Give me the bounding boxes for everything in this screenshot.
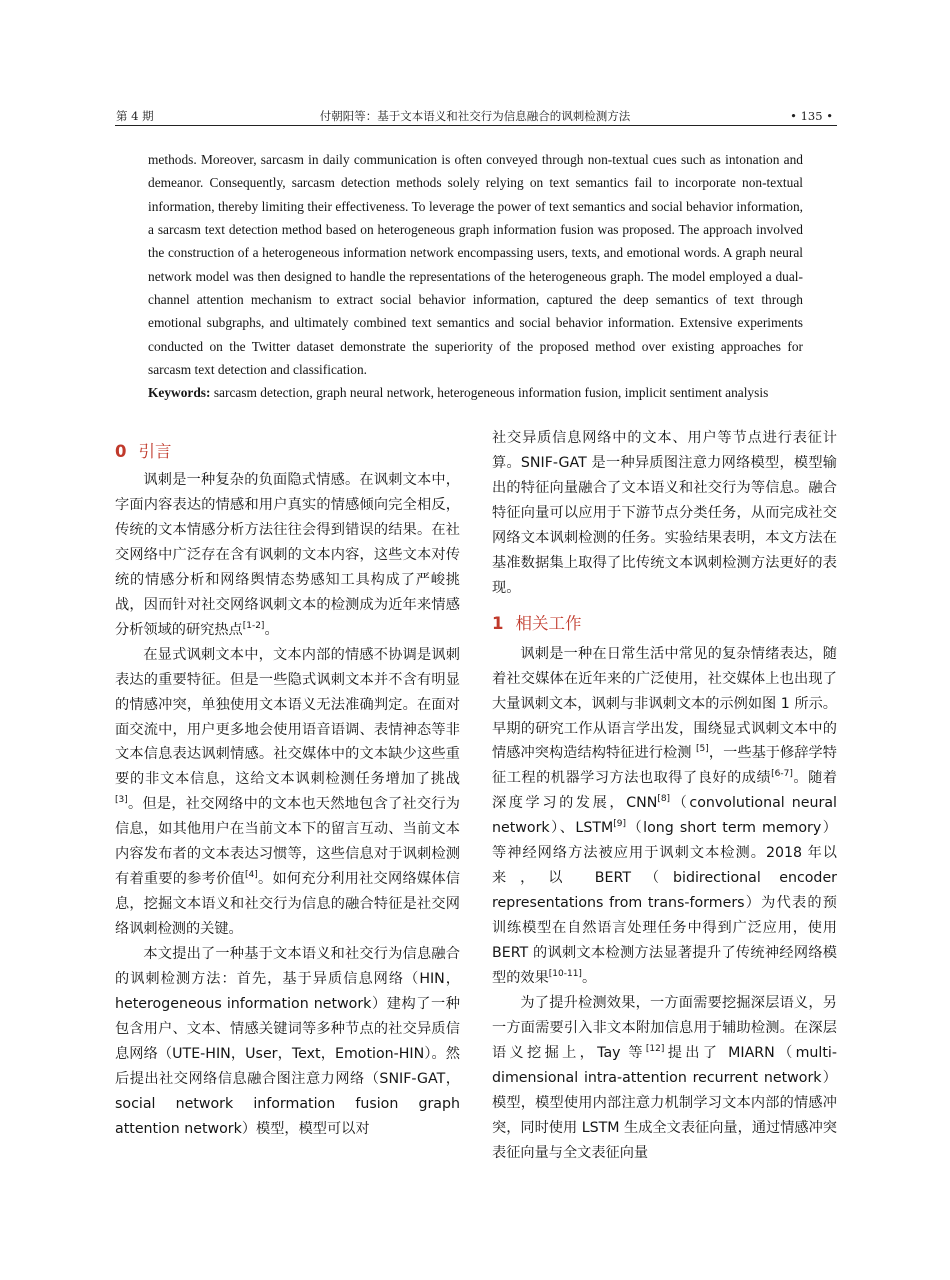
keywords-list: sarcasm detection, graph neural network, heterogeneous information fusion, implicit sentiment analysis [210,385,769,401]
section-heading-introduction [115,438,460,466]
abstract-block [148,148,803,405]
citation: [1-2] [242,620,265,631]
section-title: 相关工作 [515,613,582,633]
paragraph: 讽刺是一种复杂的负面隐式情感。在讽刺文本中，字面内容表达的情感和用户真实的情感倾向完全相反，传统的文本情感分析方法往往会得到错误的结果。在社交网络中广泛存在含有讽刺的文本内容，这些文本对传统的情感分析和网络舆情态势感知工具构成了严峻挑战，因而针对社交网络讽刺文本的检测成为近年来情感分析领域的研究热点[1-2]。 [115,472,460,638]
right-column [492,426,837,1166]
citation: [6-7] [771,769,793,780]
citation: [10-11] [548,969,582,980]
section-title: 引言 [138,442,172,461]
citation: [12] [645,1043,665,1054]
running-title: 付朝阳等：基于文本语义和社交行为信息融合的讽刺检测方法 [319,109,631,123]
abstract-text: methods. Moreover, sarcasm in daily communication is often conveyed through non-textual cues such as intonation and demeanor. Consequently, sarcasm detection methods solely relying on text semantics fail to incorporate non-textual information, thereby limiting their effectiveness. To leverage the power of text semantics and social behavior information, a sarcasm text detection method based on heterogeneous graph information fusion was proposed. The approach involved the construction of a heterogeneous information network encompassing users, texts, and emotional words. A graph neural network model was then designed to handle the representations of the heterogeneous graph. The model employed a dual-channel attention mechanism to extract social behavior information, captured the deep semantics of text through emotional subgraphs, and ultimately combined text semantics and social behavior information. Extensive experiments conducted on the Twitter dataset demonstrate the superiority of the proposed method over existing approaches for sarcasm text detection and classification. [148,152,803,378]
citation: [3] [115,795,128,806]
citation: [4] [245,870,258,881]
issue-label: 第 4 期 [116,109,154,123]
citation: [5] [696,744,709,755]
citation: [9] [613,819,626,830]
header-rule [115,125,837,126]
paragraph: 在显式讽刺文本中，文本内部的情感不协调是讽刺表达的重要特征。但是一些隐式讽刺文本并不含有明显的情感冲突，单独使用文本语义无法准确判定。在面对面交流中，用户更多地会使用语音语调、表情神态等非文本信息表达讽刺情感。社交媒体中的文本缺少这些重要的非文本信息，这给文本讽刺检测任务增加了挑战[3]。但是，社交网络中的文本也天然地包含了社交行为信息，如其他用户在当前文本下的留言互动、当前文本内容发布者的文本表达习惯等，这些信息对于讽刺检测有着重要的参考价值[4]。如何充分利用社交网络媒体信息，挖掘文本语义和社交行为信息的融合特征是社交网络讽刺检测的关键。 [115,646,460,938]
section-number: 0 [115,442,127,461]
paragraph-continued: 社交异质信息网络中的文本、用户等节点进行表征计算。SNIF-GAT 是一种异质图注意力网络模型，模型输出的特征向量融合了文本语义和社交行为等信息。融合特征向量可以应用于下游节点分类任务，从而完成社交网络文本讽刺检测的任务。实验结果表明，本文方法在基准数据集上取得了比传统文本讽刺检测方法更好的表现。 [492,430,837,596]
section-heading-related-work [492,610,837,638]
paragraph: 为了提升检测效果，一方面需要挖掘深层语义，另一方面需要引入非文本附加信息用于辅助检测。在深层语义挖掘上，Tay 等[12]提出了 MIARN（multi-dimensional intra-attention recurrent network）模型，模型使用内部注意力机制学习文本内部的情感冲突，同时使用 LSTM 生成全文表征向量，通过情感冲突表征向量与全文表征向量 [492,995,837,1161]
page-number: • 135 • [790,109,833,123]
paragraph: 本文提出了一种基于文本语义和社交行为信息融合的讽刺检测方法：首先，基于异质信息网络（HIN，heterogeneous information network）建构了一种包含用户、文本、情感关键词等多种节点的社交异质信息网络（UTE-HIN，User，Text，Emotion-HIN）。然后提出社交网络信息融合图注意力网络（SNIF-GAT，social network information fusion graph attention network）模型，模型可以对 [115,946,460,1137]
citation: [8] [657,794,671,805]
keywords-label: Keywords: [148,385,211,401]
keywords-line [148,381,803,404]
paragraph: 讽刺是一种在日常生活中常见的复杂情绪表达，随着社交媒体在近年来的广泛使用，社交媒体上也出现了大量讽刺文本，讽刺与非讽刺文本的示例如图 1 所示。早期的研究工作从语言学出发，围绕显式讽刺文本中的情感冲突构造结构特征进行检测 [5]，一些基于修辞学特征工程的机器学习方法也取得了良好的成绩[6-7]。随着深度学习的发展，CNN[8]（convolutional neural network）、LSTM[9]（long short term memory）等神经网络方法被应用于讽刺文本检测。2018 年以来，以 BERT（bidirectional encoder representations from trans-formers）为代表的预训练模型在自然语言处理任务中得到广泛应用，使用 BERT 的讽刺文本检测方法显著提升了传统神经网络模型的效果[10-11]。 [492,645,837,987]
left-column [115,428,460,1142]
section-number: 1 [492,613,504,633]
